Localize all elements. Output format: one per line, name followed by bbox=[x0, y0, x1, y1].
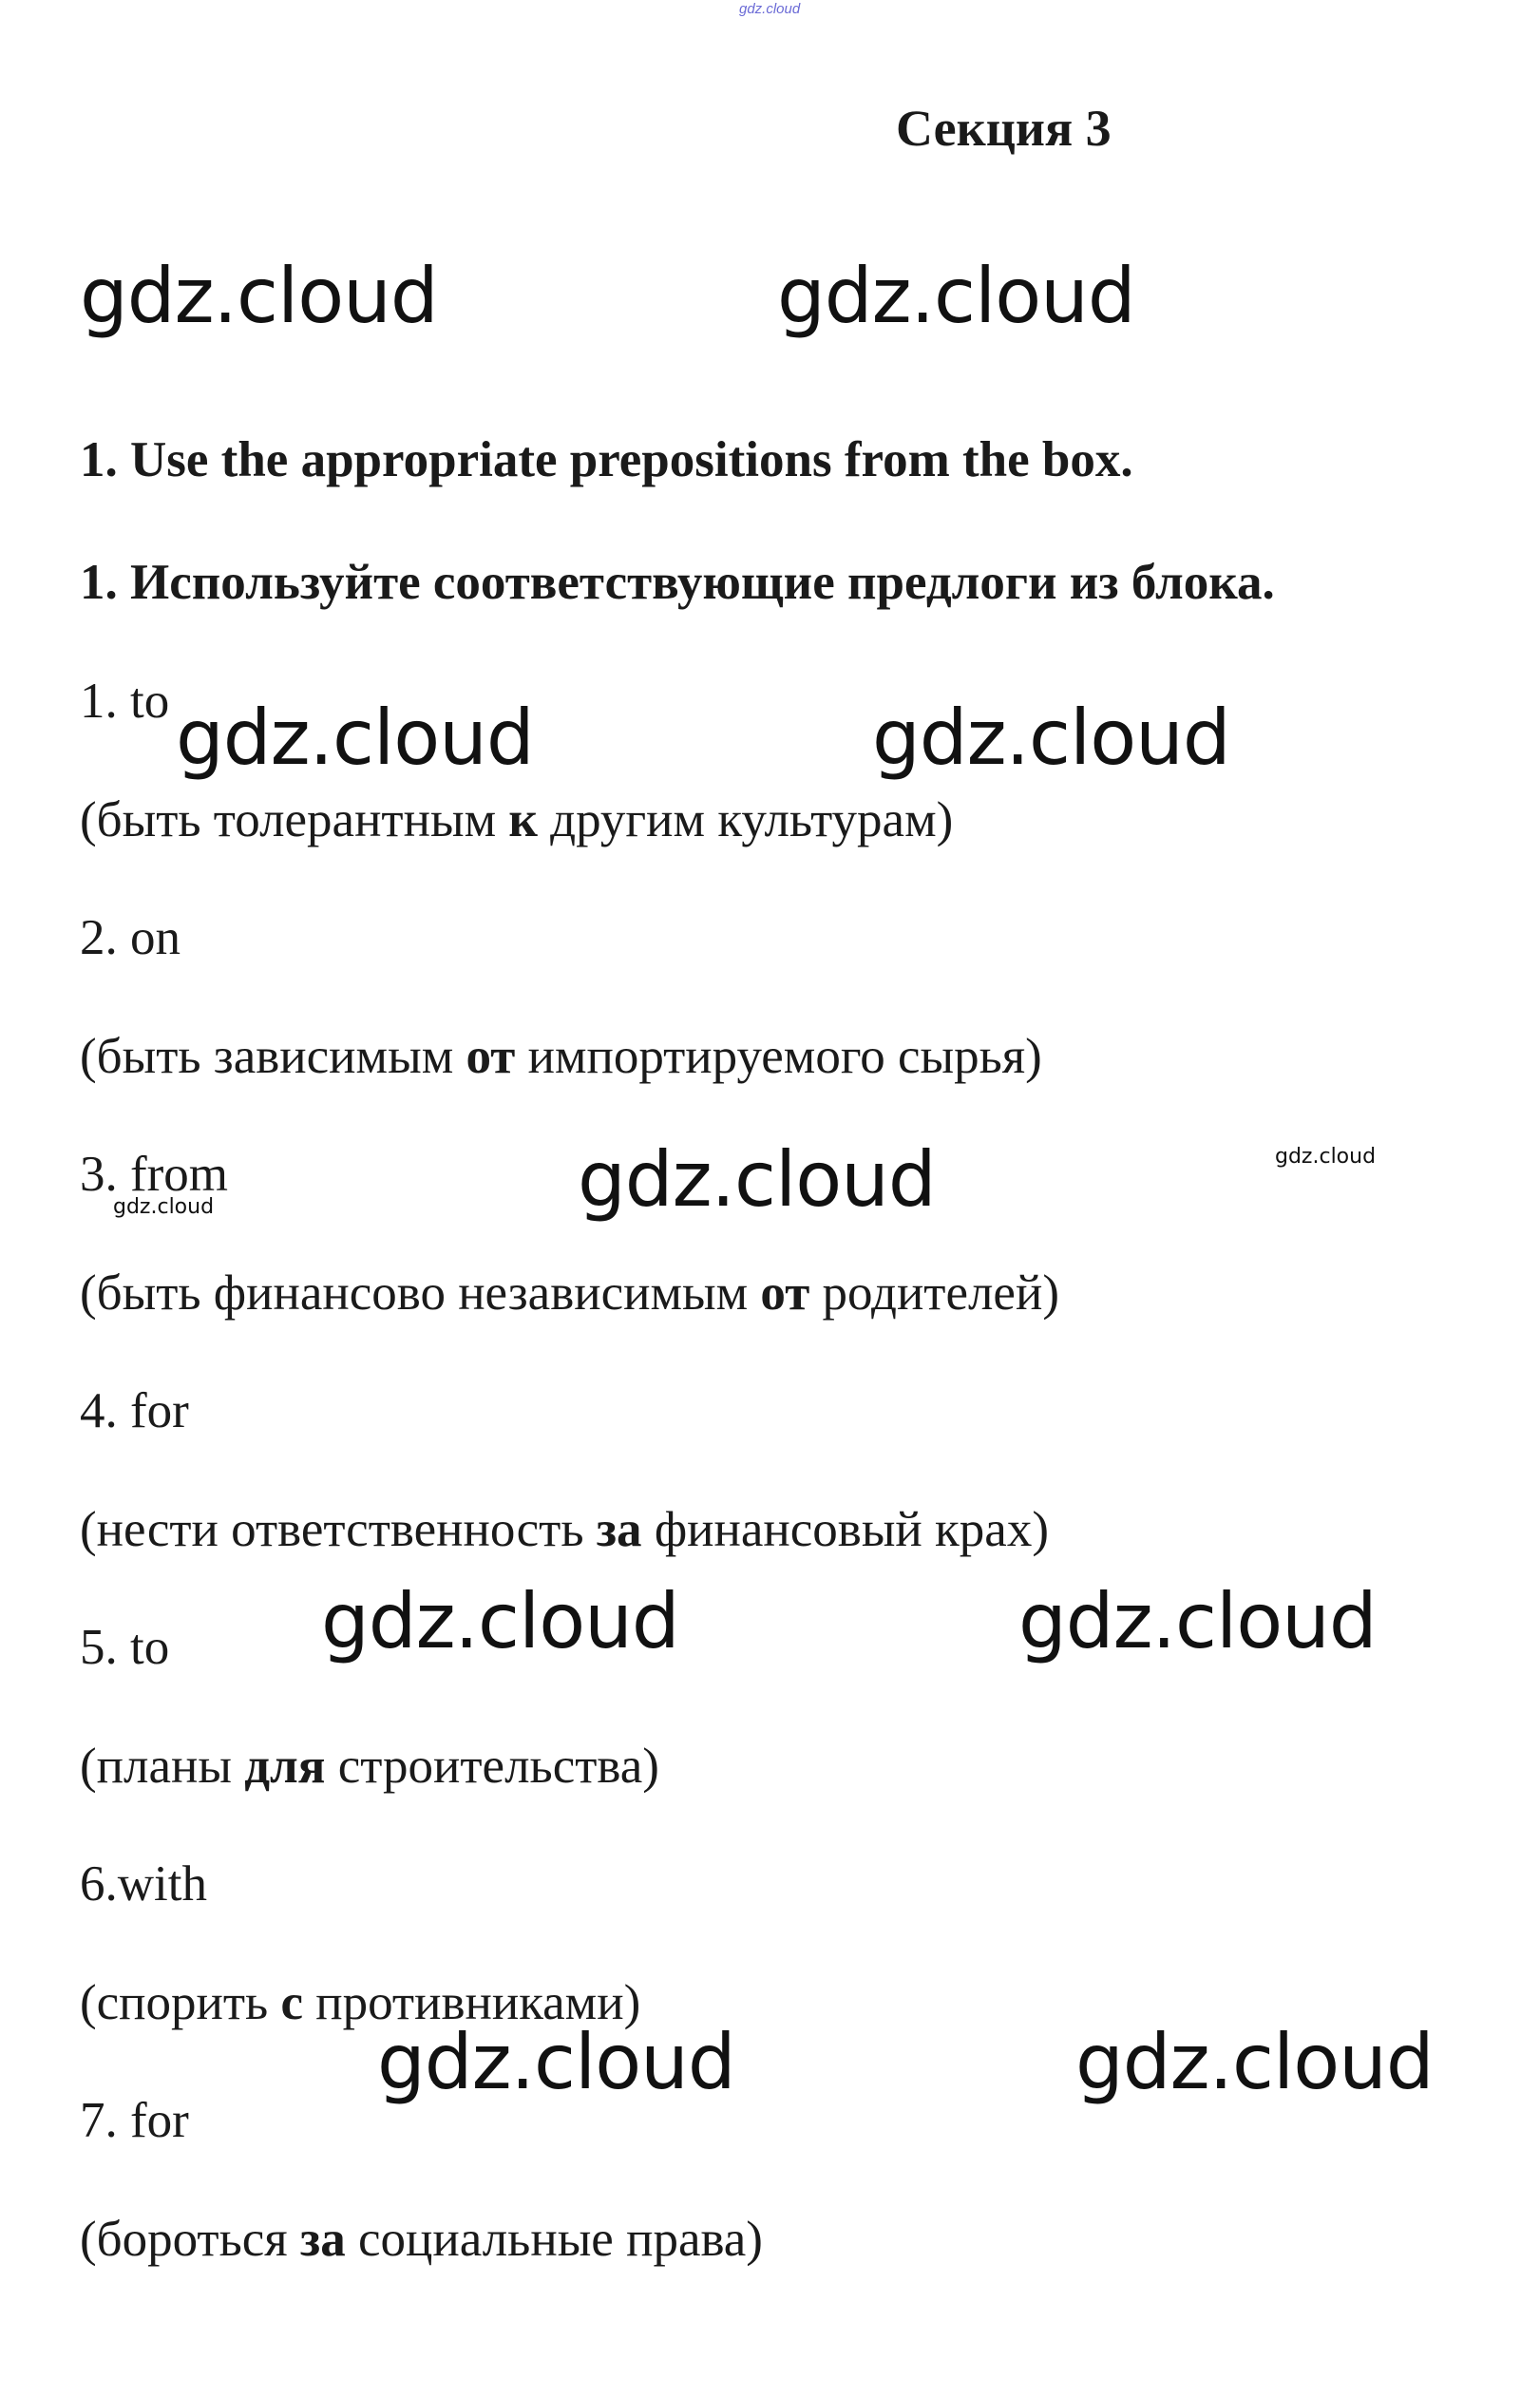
top-watermark: gdz.cloud bbox=[739, 1, 801, 17]
watermark: gdz.cloud bbox=[377, 2018, 735, 2106]
preposition-highlight: к bbox=[508, 792, 538, 847]
translation-text: (планы bbox=[80, 1739, 245, 1794]
answer-1: 1. to bbox=[80, 674, 170, 729]
translation-5 bbox=[80, 1738, 659, 1795]
answer-2: 2. on bbox=[80, 910, 181, 965]
preposition-highlight: для bbox=[244, 1739, 326, 1794]
translation-text: финансовый крах) bbox=[641, 1502, 1049, 1557]
translation-text: социальные права) bbox=[345, 2212, 763, 2267]
answer-6: 6.with bbox=[80, 1856, 207, 1912]
translation-text: другим культурам) bbox=[537, 792, 954, 847]
watermark: gdz.cloud bbox=[777, 252, 1135, 340]
translation-text: противниками) bbox=[303, 1975, 641, 2030]
answer-5: 5. to bbox=[80, 1620, 170, 1675]
section-title: Секция 3 bbox=[896, 100, 1112, 157]
watermark: gdz.cloud bbox=[176, 694, 534, 782]
watermark-small: gdz.cloud bbox=[113, 1195, 215, 1219]
task-english: 1. Use the appropriate prepositions from the box. bbox=[80, 432, 1133, 487]
watermark: gdz.cloud bbox=[1018, 1577, 1377, 1665]
translation-text: строительства) bbox=[325, 1739, 659, 1794]
translation-7 bbox=[80, 2211, 763, 2268]
translation-3 bbox=[80, 1265, 1059, 1322]
answer-7: 7. for bbox=[80, 2093, 189, 2148]
translation-text: (нести ответственность bbox=[80, 1502, 597, 1557]
translation-text: (бороться bbox=[80, 2212, 300, 2267]
translation-4 bbox=[80, 1501, 1049, 1558]
answer-4: 4. for bbox=[80, 1383, 189, 1438]
preposition-highlight: с bbox=[280, 1975, 304, 2030]
watermark: gdz.cloud bbox=[321, 1577, 679, 1665]
preposition-highlight: от bbox=[466, 1029, 516, 1084]
watermark: gdz.cloud bbox=[1075, 2018, 1434, 2106]
watermark: gdz.cloud bbox=[80, 252, 438, 340]
preposition-highlight: от bbox=[760, 1265, 810, 1321]
translation-text: (быть толерантным bbox=[80, 792, 509, 847]
translation-6 bbox=[80, 1974, 640, 2031]
preposition-highlight: за bbox=[299, 2212, 346, 2267]
watermark-small: gdz.cloud bbox=[1275, 1145, 1377, 1169]
translation-2 bbox=[80, 1028, 1042, 1085]
watermark: gdz.cloud bbox=[578, 1135, 936, 1224]
translation-text: импортируемого сырья) bbox=[515, 1029, 1042, 1084]
watermark: gdz.cloud bbox=[872, 694, 1230, 782]
task-russian: 1. Используйте соответствующие предлоги из блока. bbox=[80, 555, 1275, 610]
answer-3: 3. from bbox=[80, 1147, 229, 1202]
preposition-highlight: за bbox=[596, 1502, 642, 1557]
translation-text: (быть зависимым bbox=[80, 1029, 466, 1084]
translation-1 bbox=[80, 791, 953, 848]
translation-text: (спорить bbox=[80, 1975, 281, 2030]
translation-text: (быть финансово независимым bbox=[80, 1265, 761, 1321]
translation-text: родителей) bbox=[809, 1265, 1059, 1321]
